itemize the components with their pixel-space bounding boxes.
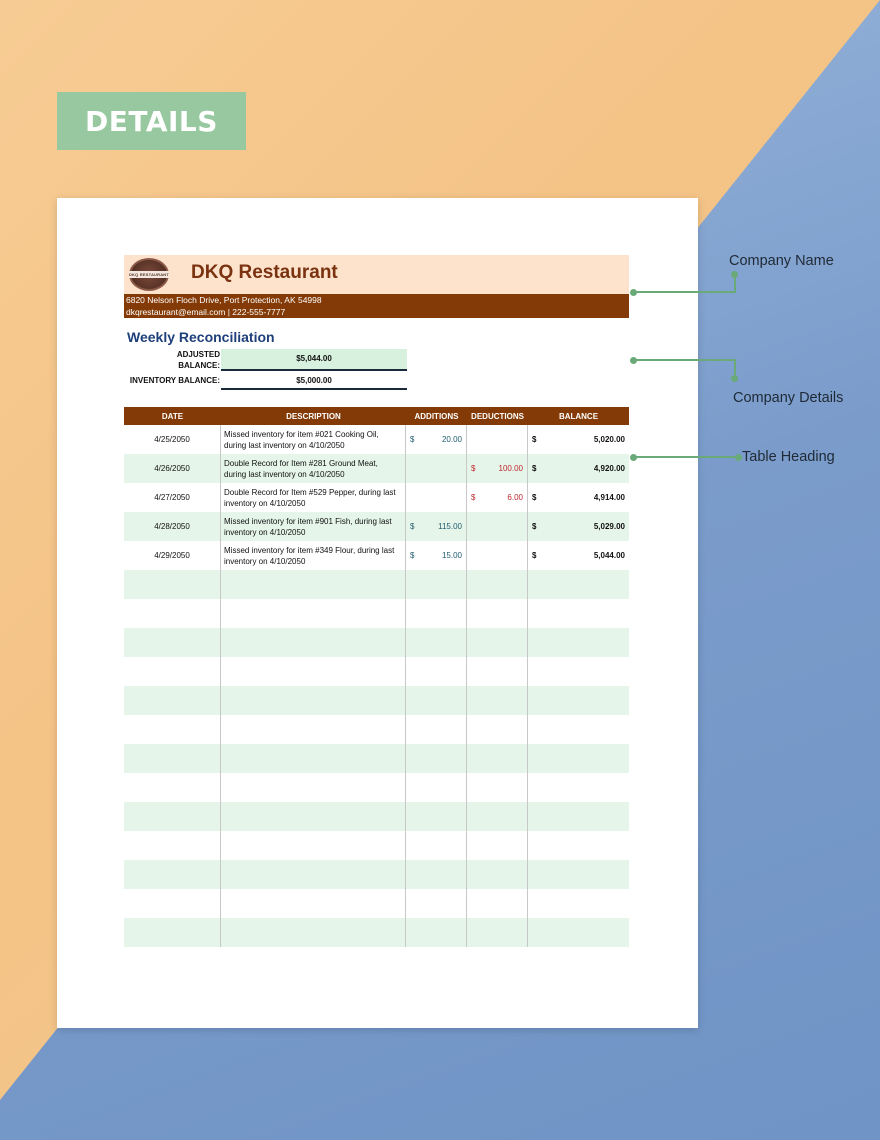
empty-table-row xyxy=(124,744,629,773)
row-description: Missed inventory for item #349 Flour, during last inventory on 4/10/2050 xyxy=(221,541,406,570)
callout-dot xyxy=(731,271,738,278)
empty-cell xyxy=(221,773,406,802)
empty-table-row xyxy=(124,773,629,802)
empty-rows xyxy=(124,570,629,947)
row-deduction: $ 100.00 xyxy=(467,454,528,483)
document-page xyxy=(57,198,698,1028)
row-description: Missed inventory for item #021 Cooking Oil, during last inventory on 4/10/2050 xyxy=(221,425,406,454)
empty-cell xyxy=(406,686,467,715)
empty-cell xyxy=(528,628,629,657)
row-balance: $ 5,020.00 xyxy=(532,435,625,444)
empty-cell xyxy=(406,860,467,889)
empty-cell xyxy=(124,860,221,889)
table-header xyxy=(124,407,629,425)
row-date: 4/27/2050 xyxy=(124,483,221,512)
table-row xyxy=(124,512,629,541)
header-balance: BALANCE xyxy=(558,411,599,421)
row-date: 4/26/2050 xyxy=(124,454,221,483)
empty-cell xyxy=(467,715,528,744)
empty-cell xyxy=(124,715,221,744)
empty-cell xyxy=(221,599,406,628)
empty-cell xyxy=(221,715,406,744)
empty-cell xyxy=(406,599,467,628)
empty-cell xyxy=(406,802,467,831)
row-balance: $ 4,920.00 xyxy=(532,464,625,473)
empty-cell xyxy=(221,744,406,773)
empty-cell xyxy=(221,918,406,947)
row-addition: $ 15.00 xyxy=(406,541,467,570)
header-date: DATE xyxy=(161,411,184,421)
empty-cell xyxy=(221,657,406,686)
empty-cell xyxy=(528,889,629,918)
row-date: 4/28/2050 xyxy=(124,512,221,541)
empty-cell xyxy=(406,773,467,802)
row-deduction xyxy=(467,512,528,541)
empty-cell xyxy=(124,918,221,947)
row-deduction xyxy=(467,541,528,570)
empty-cell xyxy=(406,918,467,947)
company-header xyxy=(124,255,629,294)
callout-dot xyxy=(735,454,742,461)
callout-dot xyxy=(731,375,738,382)
callout-company-name: Company Name xyxy=(729,253,834,269)
empty-cell xyxy=(406,831,467,860)
empty-cell xyxy=(528,744,629,773)
header-deductions: DEDUCTIONS xyxy=(471,411,524,421)
empty-cell xyxy=(467,802,528,831)
details-badge: DETAILS xyxy=(57,92,246,150)
empty-cell xyxy=(528,715,629,744)
row-addition: $ 20.00 xyxy=(406,425,467,454)
adjusted-balance-label: ADJUSTED BALANCE: xyxy=(176,350,220,370)
empty-table-row xyxy=(124,860,629,889)
inventory-balance-label: INVENTORY BALANCE: xyxy=(129,376,220,385)
row-description: Double Record for Item #281 Ground Meat, during last inventory on 4/10/2050 xyxy=(221,454,406,483)
empty-cell xyxy=(467,918,528,947)
row-description: Missed inventory for item #901 Fish, during last inventory on 4/10/2050 xyxy=(221,512,406,541)
empty-cell xyxy=(406,657,467,686)
empty-cell xyxy=(528,570,629,599)
empty-table-row xyxy=(124,570,629,599)
empty-cell xyxy=(124,889,221,918)
empty-cell xyxy=(467,773,528,802)
empty-cell xyxy=(406,628,467,657)
empty-table-row xyxy=(124,686,629,715)
company-details-band xyxy=(124,294,629,318)
callout-line xyxy=(634,359,736,361)
empty-cell xyxy=(124,802,221,831)
empty-cell xyxy=(528,686,629,715)
row-balance: $ 5,044.00 xyxy=(532,551,625,560)
empty-cell xyxy=(221,628,406,657)
empty-cell xyxy=(467,686,528,715)
company-name: DKQ Restaurant xyxy=(191,262,338,283)
empty-table-row xyxy=(124,918,629,947)
row-description: Double Record for Item #529 Pepper, during last inventory on 4/10/2050 xyxy=(221,483,406,512)
empty-cell xyxy=(467,628,528,657)
empty-table-row xyxy=(124,628,629,657)
empty-cell xyxy=(124,744,221,773)
empty-cell xyxy=(528,657,629,686)
header-additions: ADDITIONS xyxy=(414,411,459,421)
empty-cell xyxy=(528,599,629,628)
empty-cell xyxy=(528,773,629,802)
empty-cell xyxy=(124,773,221,802)
empty-cell xyxy=(528,918,629,947)
empty-cell xyxy=(467,744,528,773)
table-row xyxy=(124,425,629,454)
empty-cell xyxy=(467,599,528,628)
empty-cell xyxy=(124,686,221,715)
row-addition: $ 115.00 xyxy=(406,512,467,541)
page-title: Weekly Reconciliation xyxy=(127,329,275,345)
header-description: DESCRIPTION xyxy=(286,411,341,421)
empty-cell xyxy=(221,686,406,715)
table-row xyxy=(124,541,629,570)
callout-line xyxy=(634,291,736,293)
callout-line xyxy=(634,456,738,458)
company-contact: dkqrestaurant@email.com | 222-555-7777 xyxy=(126,307,286,317)
adjusted-balance-value: $5,044.00 xyxy=(221,349,407,371)
empty-cell xyxy=(528,802,629,831)
empty-cell xyxy=(528,860,629,889)
empty-cell xyxy=(406,889,467,918)
row-deduction: $ 6.00 xyxy=(467,483,528,512)
empty-cell xyxy=(124,657,221,686)
empty-cell xyxy=(221,831,406,860)
empty-cell xyxy=(124,599,221,628)
empty-cell xyxy=(406,570,467,599)
logo-text: DKQ RESTAURANT xyxy=(128,272,170,277)
empty-cell xyxy=(221,889,406,918)
callout-company-details: Company Details xyxy=(733,390,844,406)
row-addition xyxy=(406,483,467,512)
empty-cell xyxy=(124,831,221,860)
empty-cell xyxy=(528,831,629,860)
empty-cell xyxy=(221,802,406,831)
row-addition xyxy=(406,454,467,483)
company-address: 6820 Nelson Floch Drive, Port Protection, AK 54998 xyxy=(126,295,322,305)
restaurant-logo-icon xyxy=(129,258,169,291)
empty-cell xyxy=(467,889,528,918)
reconciliation-table xyxy=(124,407,629,947)
empty-cell xyxy=(406,715,467,744)
empty-cell xyxy=(124,628,221,657)
row-balance: $ 4,914.00 xyxy=(532,493,625,502)
empty-cell xyxy=(467,860,528,889)
empty-table-row xyxy=(124,802,629,831)
table-row xyxy=(124,483,629,512)
row-deduction xyxy=(467,425,528,454)
empty-table-row xyxy=(124,657,629,686)
empty-table-row xyxy=(124,831,629,860)
empty-cell xyxy=(406,744,467,773)
empty-table-row xyxy=(124,599,629,628)
empty-cell xyxy=(221,860,406,889)
empty-cell xyxy=(467,570,528,599)
table-row xyxy=(124,454,629,483)
empty-table-row xyxy=(124,715,629,744)
empty-cell xyxy=(221,570,406,599)
callout-table-heading: Table Heading xyxy=(742,449,835,465)
row-balance: $ 5,029.00 xyxy=(532,522,625,531)
row-date: 4/29/2050 xyxy=(124,541,221,570)
empty-cell xyxy=(467,831,528,860)
empty-cell xyxy=(467,657,528,686)
empty-table-row xyxy=(124,889,629,918)
inventory-balance-value: $5,000.00 xyxy=(221,373,407,390)
empty-cell xyxy=(124,570,221,599)
row-date: 4/25/2050 xyxy=(124,425,221,454)
